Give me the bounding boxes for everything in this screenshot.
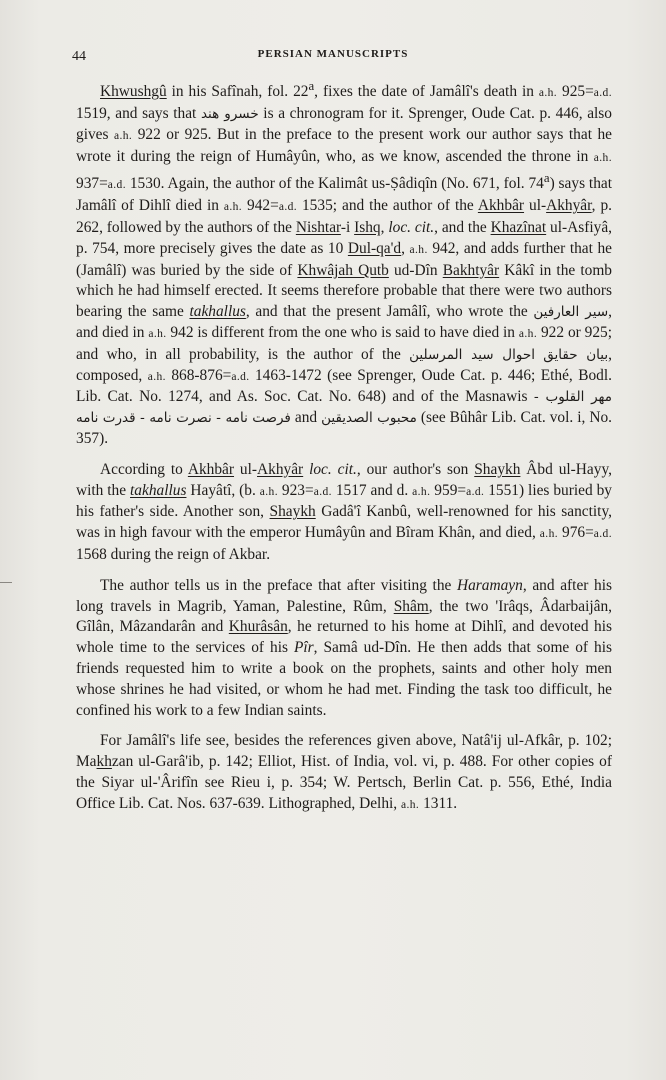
arabic-title-mahbub: محبوب الصديقين xyxy=(321,410,417,427)
paragraph-1: Khwushgû in his Safînah, fol. 22$^a$, fixes the date of Jamâlî's death in a.h. 925=a.d. 1519, and says that خسرو هند is a chronogram for it. Sprenger, Oude Cat. p. 446, also gives a.h. 922 or 925. But in the preface to the present work our author says that he wrote it during the reign of Humâyûn, who, as we know, ascended the throne in a.h. 937=a.d. 1530. Again, the author of the Kalimât us-Ṣâdiqîn (No. 671, fol. 74$^a$) says that Jamâlî of Dihlî died in a.h. 942=a.d. 1535; and the author of the Akhbâr ul-Akhyâr, p. 262, followed by the authors of the Nishtar-i Ishq, loc. cit., and the Khazînat ul-Asfiyâ, p. 754, more precisely gives the date as 10 Dul-qa'd, a.h. 942, and adds further that he (Jamâlî) was buried by the side of Khwâjah Qutb ud-Dîn Bakhtyâr Kâkî in the tomb which he had himself erected. It seems therefore probable that there were two authors bearing the same takhallus, and that the present Jamâlî, who wrote the سير العارفين, and died in a.h. 942 is different from the one who is said to have died in a.h. 922 or 925; and who, in all probability, is the author of the احوال سيد المرسلين بيان حقايق, composed, a.h. 868-876=a.d. 1463-1472 (see Sprenger, Oude Cat. p. 446; Ethé, Bodl. Lib. Cat. No. 1274, and As. Soc. Cat. No. 648) and of the Masnawis مهر القلوب - فرصت نامه - نصرت نامه - قدرت نامه and محبوب الصديقين (see Bûhâr Lib. Cat. vol. i, No. 357). xyxy=(76,79,613,447)
paragraph-2: According to Akhbâr ul-Akhyâr loc. cit., our author's son Shaykh Âbd ul-Hayy, with the takhallus Hayâtî, (b. a.h. 923=a.d. 1517 and d. a.h. 959=a.d. 1551) lies buried by his father's side. Another son, Shaykh Gadâ'î Kanbû, well-renowned for his sanctity, was in high favour with the emperor Humâyûn and Bîram Khân, and died, a.h. 976=a.d. 1568 during the reign of Akbar. xyxy=(76,460,613,563)
arabic-chronogram: خسرو هند xyxy=(200,105,259,122)
arabic-masnawis: مهر القلوب - فرصت نامه - نصرت نامه - قدرت نامه xyxy=(76,389,612,427)
paragraph-4: For Jamâlî's life see, besides the references given above, Natâ'ij ul-Afkâr, p. 102; Makhzan ul-Garâ'ib, p. 142; Elliot, Hist. of India, vol. vi, p. 488. For other copies of the Siyar ul-'Ârifîn see Rieu i, p. 354; W. Pertsch, Berlin Cat. p. 556, Ethé, India Office Lib. Cat. Nos. 637-639. Lithographed, Delhi, a.h. 1311. xyxy=(76,732,612,812)
running-title: PERSIAN MANUSCRIPTS xyxy=(257,48,409,60)
running-head xyxy=(72,45,594,65)
arabic-title-ahwal: احوال سيد المرسلين xyxy=(409,346,535,363)
body-text xyxy=(76,76,612,826)
page-number: 44 xyxy=(72,49,86,64)
paragraph-3: The author tells us in the preface that after visiting the Haramayn, and after his long travels in Magrib, Yaman, Palestine, Rûm, Shâm, the two 'Irâqs, Âdarbaijân, Gîlân, Mâzandarân and Khurâsân, he returned to his home at Dihlî, and devoted his whole time to the services of his Pîr, Samâ ud-Dîn. He then adds that some of his friends requested him to write a book on the prophets, saints and other holy men whose shrines he had visited, or whom he had met. Finding the task too difficult, he confined his work to a few Indian saints. xyxy=(76,576,613,719)
arabic-title-bayan: بيان حقايق xyxy=(543,346,609,363)
arabic-title-siyar: سير العارفين xyxy=(533,304,609,321)
margin-mark xyxy=(0,582,12,583)
